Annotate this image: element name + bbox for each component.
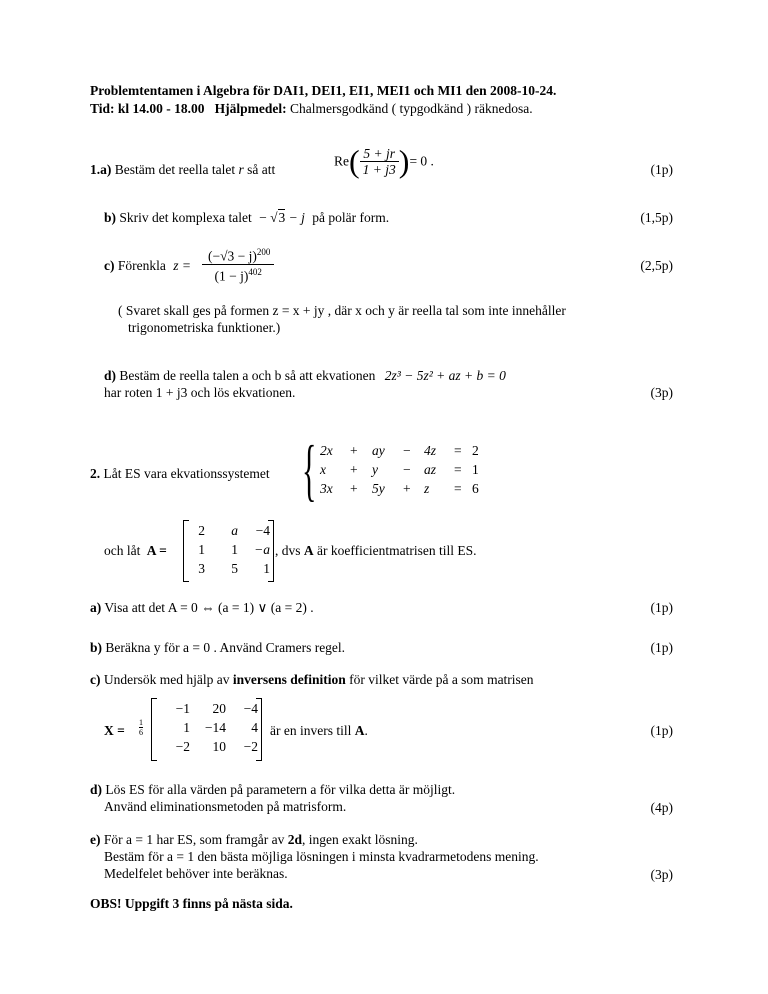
q1a-var: r: [238, 162, 244, 177]
matrix-cell: 3: [198, 561, 205, 576]
q2e-line1: [90, 832, 418, 848]
q2c-scalar: [139, 718, 143, 737]
q1d-line1: [104, 368, 506, 384]
q1c-den: (1 − j): [214, 268, 249, 283]
header-time: Tid: kl 14.00 - 18.00: [90, 101, 205, 116]
q1a-re: Re: [334, 153, 349, 169]
matrix-cell: a: [231, 523, 238, 538]
matrix-cell: 4: [251, 720, 258, 735]
q1c-den-exp: 402: [248, 266, 262, 277]
q1c-fraction: [202, 245, 274, 283]
q2c-text: [90, 672, 534, 688]
q1a-text: [90, 162, 275, 178]
system-cell: =: [454, 443, 462, 458]
q1a-eq: = 0 .: [409, 153, 434, 169]
q2b-text: [90, 640, 345, 656]
q2-matrix-after: [275, 543, 476, 559]
q2c-after: [270, 723, 368, 739]
system-cell: x: [320, 462, 326, 477]
q2d-statement: Lös ES för alla värden på parametern a för vilka detta är möjligt.: [105, 782, 456, 797]
q2c-scalar-num: 1: [139, 718, 143, 727]
matrix-cell: 1: [198, 542, 205, 557]
q2a-points: (1p): [650, 600, 673, 615]
q2c-pre: Undersök med hjälp av: [103, 672, 233, 687]
q1a-num: 5 + jr: [360, 146, 399, 162]
q2c-points: (1p): [650, 723, 673, 738]
q1b-points: (1,5p): [640, 210, 673, 225]
header-aids-label: Hjälpmedel:: [214, 101, 287, 116]
q2-system-brace: {: [302, 433, 317, 509]
q2d-line1: [90, 782, 455, 798]
matrix-cell: −a: [254, 542, 270, 557]
system-cell: +: [403, 481, 411, 496]
q1d-points: (3p): [650, 385, 673, 400]
q2-label: 2.: [90, 466, 101, 481]
system-cell: =: [454, 462, 462, 477]
q1b-label: b): [104, 210, 117, 225]
q2b-points: (1p): [650, 640, 673, 655]
q1a-den: 1 + j3: [362, 162, 396, 177]
system-cell: 4z: [424, 443, 437, 458]
system-cell: −: [403, 443, 411, 458]
q1b-minus-j: − j: [285, 210, 305, 225]
system-cell: 3x: [320, 481, 333, 496]
q2b-label: b): [90, 640, 103, 655]
q1c-z: z =: [173, 258, 191, 273]
system-cell: +: [350, 462, 358, 477]
q1a-statement: Bestäm det reella talet: [114, 162, 236, 177]
matrix-cell: −2: [243, 739, 258, 754]
system-cell: 1: [472, 462, 479, 477]
q2-matrix-intro-text: och låt: [104, 543, 141, 558]
system-cell: +: [350, 443, 358, 458]
q1c-note2: trigonometriska funktioner.): [128, 320, 281, 335]
q2d-points: (4p): [650, 800, 673, 815]
matrix-cell: 2: [198, 523, 205, 538]
q2e-line3: Medelfelet behöver inte beräknas.: [104, 866, 288, 881]
q1a-statement2: så att: [247, 162, 276, 177]
q1c-frac: [202, 245, 274, 283]
q2b-statement: Beräkna y för a = 0 . Använd Cramers regel.: [105, 640, 346, 655]
q2c-after-bold: A: [354, 723, 365, 738]
matrix-cell: 1: [183, 720, 190, 735]
header-line1: Problemtentamen i Algebra för DAI1, DEI1, EI1, MEI1 och MI1 den 2008-10-24.: [90, 83, 557, 98]
q1c-num-exp: 200: [256, 247, 271, 257]
header-aids: Chalmersgodkänd ( typgodkänd ) räknedosa.: [290, 101, 533, 116]
q1d-label: d): [104, 368, 117, 383]
system-cell: 2: [472, 443, 479, 458]
q2e-points: (3p): [650, 867, 673, 882]
q2c-after-pre: är en invers till: [270, 723, 355, 738]
q1d-line2: har roten 1 + j3 och lös ekvationen.: [104, 385, 296, 400]
q1d-statement: Bestäm de reella talen a och b så att ekvationen: [119, 368, 376, 383]
q2c-after-post: .: [364, 723, 368, 738]
q2c-scalar-den: 6: [139, 728, 143, 737]
matrix-a: [190, 523, 270, 579]
system-cell: az: [424, 462, 437, 477]
q1b-expr: − √3 − j: [259, 210, 305, 225]
matrix-a-right-bracket: [268, 520, 274, 582]
q2c-label: c): [90, 672, 101, 687]
matrix-a-left-bracket: [183, 520, 189, 582]
system-cell: =: [454, 481, 462, 496]
q2-matrix-after-pre: , dvs: [275, 543, 304, 558]
system-cell: 6: [472, 481, 479, 496]
matrix-cell: −2: [175, 739, 190, 754]
q2-matrix-after-post: är koefficientmatrisen till ES.: [313, 543, 477, 558]
system-cell: z: [424, 481, 430, 496]
matrix-cell: 1: [231, 542, 238, 557]
system-cell: +: [350, 481, 358, 496]
system-cell: y: [372, 462, 378, 477]
q2e-post: , ingen exakt lösning.: [301, 832, 418, 847]
q2e-pre: För a = 1 har ES, som framgår av: [103, 832, 288, 847]
q2c-post: för vilket värde på a som matrisen: [345, 672, 534, 687]
matrix-cell: −4: [243, 701, 258, 716]
system-cell: −: [403, 462, 411, 477]
matrix-cell: 1: [263, 561, 270, 576]
q1a-label: 1.a): [90, 162, 112, 177]
matrix-cell: −4: [255, 523, 270, 538]
q1c-label: c): [104, 258, 115, 273]
q1b-statement: Skriv det komplexa talet: [119, 210, 252, 225]
matrix-cell: 20: [212, 701, 226, 716]
q1c-num: (−√3 − j): [208, 248, 257, 264]
q2d-line2: Använd eliminationsmetoden på matrisform.: [104, 799, 347, 814]
q2e-bold: 2d: [287, 832, 302, 847]
q2c-bold: inversens definition: [232, 672, 346, 687]
system-cell: 2x: [320, 443, 333, 458]
matrix-x-right-bracket: [256, 698, 262, 761]
q2d-label: d): [90, 782, 103, 797]
q1c-note1: ( Svaret skall ges på formen z = x + jy , där x och y är reella tal som inte innehåller: [118, 303, 566, 318]
q2e-label: e): [90, 832, 101, 847]
q1d-equation: 2z³ − 5z² + az + b = 0: [384, 368, 506, 383]
q1a-fraction: [360, 146, 399, 177]
q1c-den-wrap: [202, 265, 274, 284]
q2a-text: [90, 600, 314, 616]
footer-note: OBS! Uppgift 3 finns på nästa sida.: [90, 896, 293, 911]
q1c-points: (2,5p): [640, 258, 673, 273]
q2-system: [320, 443, 480, 503]
q2-intro: [90, 466, 270, 482]
q1a-points: (1p): [650, 162, 673, 177]
q1b-minus: −: [259, 210, 271, 225]
q2c-x-name: X =: [104, 723, 125, 738]
q2e-line2: Bestäm för a = 1 den bästa möjliga lösningen i minsta kvadrarmetodens mening.: [104, 849, 539, 864]
system-cell: ay: [372, 443, 385, 458]
q1b-radicand: 3: [278, 210, 286, 225]
q2-matrix-intro: [104, 543, 167, 559]
q1b-text: [104, 210, 389, 226]
matrix-cell: 10: [212, 739, 226, 754]
system-cell: 5y: [372, 481, 385, 496]
q2a-statement: Visa att det A = 0 ⇔ (a = 1) ∨ (a = 2) .: [104, 600, 314, 615]
q1c-text: [104, 258, 191, 274]
q2-matrix-after-bold: A: [303, 543, 314, 558]
matrix-cell: 5: [231, 561, 238, 576]
q2a-label: a): [90, 600, 102, 615]
q2-matrix-name: A =: [146, 543, 167, 558]
header-line2: [90, 101, 533, 117]
q1c-num-wrap: [202, 245, 274, 265]
q1c-statement: Förenkla: [117, 258, 166, 273]
matrix-x: [156, 701, 258, 757]
matrix-cell: −1: [175, 701, 190, 716]
q1b-statement2: på polär form.: [312, 210, 390, 225]
matrix-cell: −14: [204, 720, 226, 735]
q2-statement: Låt ES vara ekvationssystemet: [103, 466, 270, 481]
q1a-formula: Re( $\frac{5 + jr}{1 + j3}$ )= 0 .: [334, 143, 434, 179]
